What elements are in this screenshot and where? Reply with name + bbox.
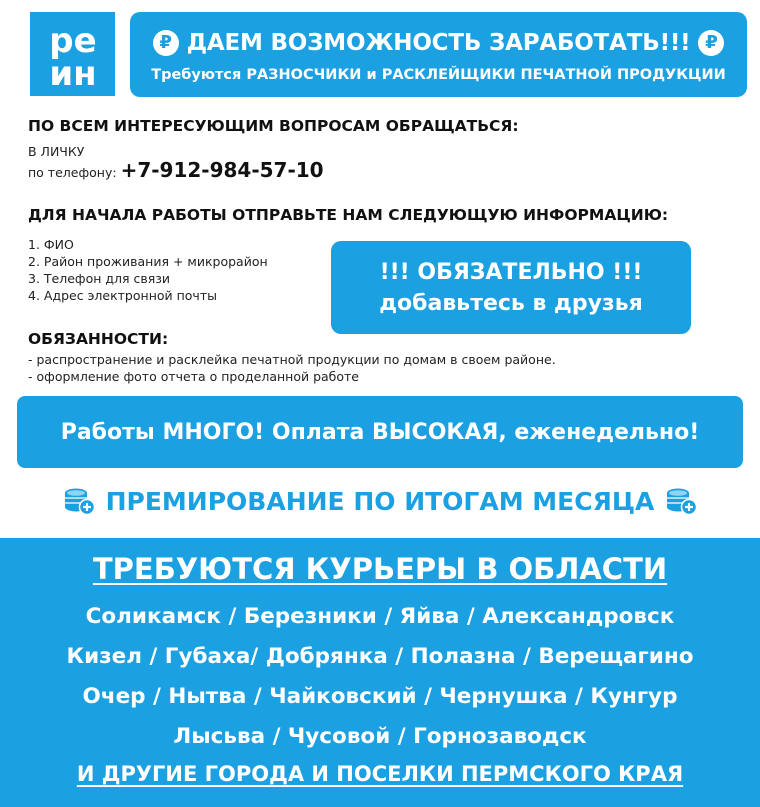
info-list: [28, 236, 268, 304]
ruble-icon: ₽: [698, 30, 724, 56]
mandatory-line1: !!! ОБЯЗАТЕЛЬНО !!!: [379, 260, 643, 285]
list-item: 3. Телефон для связи: [28, 271, 171, 286]
coins-icon: [664, 486, 698, 516]
city-line: Очер / Нытва / Чайковский / Чернушка / Кунгур: [82, 684, 678, 709]
city-line: Кизел / Губаха/ Добрянка / Полазна / Верещагино: [66, 644, 694, 669]
mandatory-banner: [331, 241, 691, 334]
contact-heading: ПО ВСЕМ ИНТЕРЕСУЮЩИМ ВОПРОСАМ ОБРАЩАТЬСЯ:: [28, 117, 519, 135]
banner-subtitle: Требуются РАЗНОСЧИКИ и РАСКЛЕЙЩИКИ ПЕЧАТНОЙ ПРОДУКЦИИ: [151, 67, 726, 83]
phone-label: по телефону:: [28, 165, 117, 180]
list-item: - оформление фото отчета о проделанной работе: [28, 369, 359, 384]
bonus-text: ПРЕМИРОВАНИЕ ПО ИТОГАМ МЕСЯЦА: [105, 486, 655, 516]
work-banner: Работы МНОГО! Оплата ВЫСОКАЯ, еженедельно!: [17, 396, 743, 468]
duties-list: [28, 351, 556, 385]
duties-heading: ОБЯЗАННОСТИ:: [28, 330, 169, 348]
contact-dm: В ЛИЧКУ: [28, 144, 85, 159]
list-item: 1. ФИО: [28, 237, 74, 252]
city-line: Лысьва / Чусовой / Горнозаводск: [173, 724, 587, 749]
list-item: - распространение и расклейка печатной продукции по домам в своем районе.: [28, 352, 556, 367]
mandatory-line2: добавьтесь в друзья: [379, 291, 643, 316]
regions-footer: И ДРУГИЕ ГОРОДА И ПОСЕЛКИ ПЕРМСКОГО КРАЯ: [76, 762, 684, 786]
regions-section: [0, 538, 760, 807]
coins-icon: [62, 486, 96, 516]
phone-line: [28, 158, 324, 182]
bonus-row: [0, 486, 760, 516]
list-item: 4. Адрес электронной почты: [28, 288, 217, 303]
phone-number[interactable]: +7-912-984-57-10: [120, 158, 324, 182]
logo-text-bottom: ин: [48, 54, 97, 89]
logo-text-top: ре: [48, 21, 97, 61]
company-logo: [30, 12, 115, 96]
banner-title-row: [130, 30, 747, 56]
info-heading: ДЛЯ НАЧАЛА РАБОТЫ ОТПРАВЬТЕ НАМ СЛЕДУЮЩУЮ ИНФОРМАЦИЮ:: [28, 206, 669, 224]
ruble-icon: ₽: [153, 30, 179, 56]
logo-mark-icon: [37, 19, 109, 89]
header-banner: [130, 12, 747, 97]
banner-title: ДАЕМ ВОЗМОЖНОСТЬ ЗАРАБОТАТЬ!!!: [186, 30, 691, 56]
list-item: 2. Район проживания + микрорайон: [28, 254, 268, 269]
city-line: Соликамск / Березники / Яйва / Александровск: [85, 604, 675, 629]
regions-title: ТРЕБУЮТСЯ КУРЬЕРЫ В ОБЛАСТИ: [92, 552, 668, 586]
